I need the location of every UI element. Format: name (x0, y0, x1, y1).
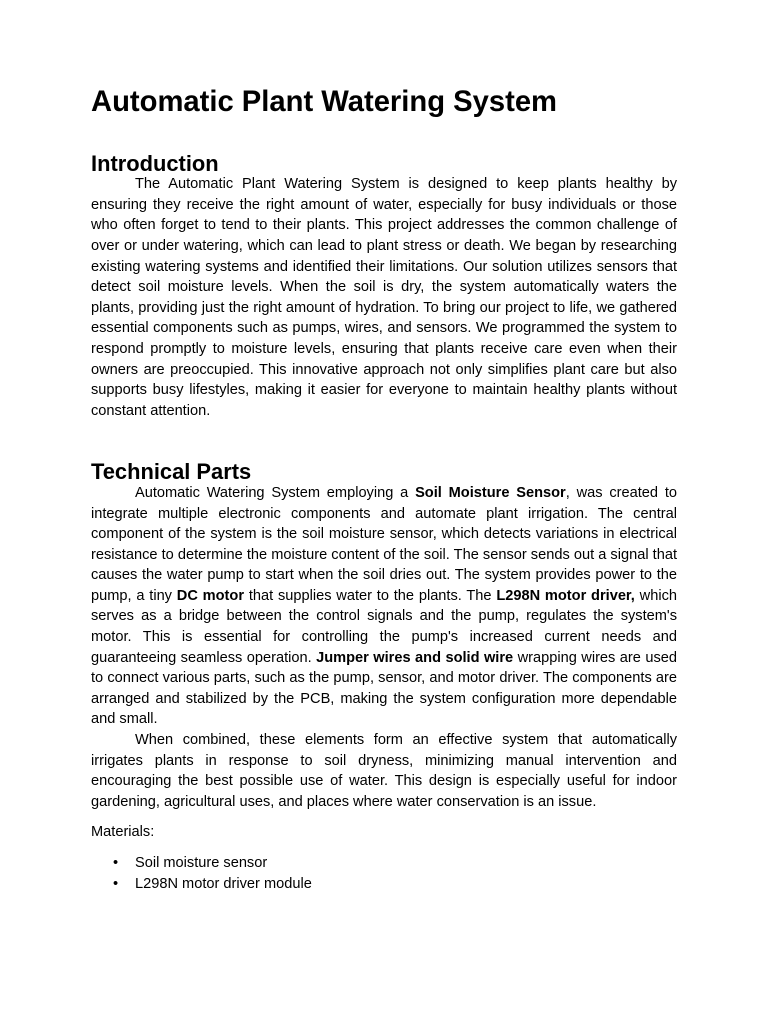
introduction-paragraph: The Automatic Plant Watering System is designed to keep plants healthy by ensuring they receive the right amount of water, especially for busy individuals or those who often forget to tend to their plants. This project addresses the common challenge of over or under watering, which can lead to plant stress or death. We began by researching existing watering systems and identified their limitations. Our solution utilizes sensors that detect soil moisture levels. When the soil is dry, the system automatically waters the plants, providing just the right amount of hydration. To bring our project to life, we gathered essential components such as pumps, wires, and sensors. We programmed the system to respond promptly to moisture levels, ensuring that plants receive care even when their owners are preoccupied. This innovative approach not only simplifies plant care but also supports busy lifestyles, making it easier for everyone to maintain healthy plants without constant attention. (91, 176, 677, 419)
document-title: Automatic Plant Watering System (91, 86, 558, 118)
bold-l298n-motor-driver: L298N motor driver, (496, 587, 635, 604)
bold-soil-moisture-sensor: Soil Moisture Sensor (415, 484, 566, 501)
text-run: wrapping wires are used to connect various parts, such as the pump, sensor, and motor driver. The components are arranged and stabilized by the PCB, making the system configuration more dependable and small. (91, 649, 677, 728)
bullet-icon: • (113, 855, 119, 871)
bold-jumper-wires: Jumper wires and solid wire (316, 649, 514, 666)
bullet-icon: • (113, 875, 119, 892)
technical-parts-paragraph-2: When combined, these elements form an effective system that automatically irrigates plants in response to soil dryness, minimizing manual intervention and encouraging the best possible use of water. This design is especially useful for indoor gardening, agricultural uses, and places where water conservation is an issue. (91, 732, 677, 810)
list-item-text: L298N motor driver module (135, 875, 312, 892)
list-item (113, 874, 677, 895)
materials-list (91, 853, 677, 894)
list-item (113, 853, 677, 874)
introduction-heading: Introduction (91, 150, 219, 176)
text-run: which serves as a bridge between the control signals and the pump, regulates the system's motor. This is essential for controlling the pump's increased current needs and guaranteeing seamless operation. (91, 587, 677, 666)
text-run: that supplies water to the plants. The (244, 587, 497, 604)
materials-label: Materials: (91, 824, 155, 841)
technical-parts-heading: Technical Parts (91, 459, 252, 485)
bold-dc-motor: DC motor (176, 587, 245, 604)
technical-parts-paragraph-1 (91, 483, 677, 730)
text-run: , was created to integrate multiple electronic components and automate plant irrigation. The central component of the system is the soil moisture sensor, which detects variations in electrical resistance to determine the moisture content of the soil. The sensor sends out a signal that causes the water pump to start when the soil dries out. The system provides power to the pump, a tiny (91, 484, 677, 604)
list-item-text: Soil moisture sensor (135, 855, 268, 871)
text-run: Automatic Watering System employing a (135, 484, 416, 501)
